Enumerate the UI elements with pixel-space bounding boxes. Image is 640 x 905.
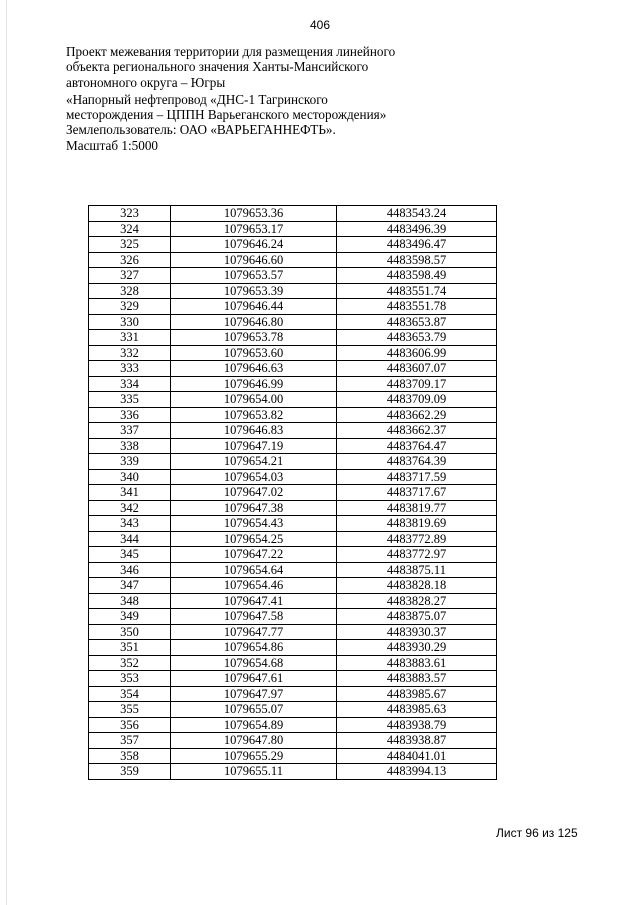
point-number-cell: 352: [89, 655, 171, 671]
y-coordinate-cell: 4483772.97: [337, 547, 497, 563]
x-coordinate-cell: 1079647.22: [171, 547, 337, 563]
x-coordinate-cell: 1079653.57: [171, 268, 337, 284]
x-coordinate-cell: 1079647.41: [171, 593, 337, 609]
table-row: [89, 578, 497, 594]
table-row: [89, 702, 497, 718]
point-number-cell: 351: [89, 640, 171, 656]
x-coordinate-cell: 1079654.89: [171, 717, 337, 733]
table-row: [89, 314, 497, 330]
table-row: [89, 361, 497, 377]
y-coordinate-cell: 4483551.78: [337, 299, 497, 315]
x-coordinate-cell: 1079646.24: [171, 237, 337, 253]
table-row: [89, 717, 497, 733]
table-row: [89, 655, 497, 671]
x-coordinate-cell: 1079647.61: [171, 671, 337, 687]
table-row: [89, 221, 497, 237]
y-coordinate-cell: 4483883.61: [337, 655, 497, 671]
point-number-cell: 348: [89, 593, 171, 609]
y-coordinate-cell: 4483653.79: [337, 330, 497, 346]
point-number-cell: 330: [89, 314, 171, 330]
coordinates-table-body: [89, 206, 497, 780]
scan-edge: [6, 0, 7, 905]
x-coordinate-cell: 1079654.43: [171, 516, 337, 532]
point-number-cell: 329: [89, 299, 171, 315]
x-coordinate-cell: 1079646.63: [171, 361, 337, 377]
point-number-cell: 327: [89, 268, 171, 284]
point-number-cell: 334: [89, 376, 171, 392]
x-coordinate-cell: 1079646.60: [171, 252, 337, 268]
x-coordinate-cell: 1079653.78: [171, 330, 337, 346]
y-coordinate-cell: 4483994.13: [337, 764, 497, 780]
table-row: [89, 748, 497, 764]
point-number-cell: 345: [89, 547, 171, 563]
y-coordinate-cell: 4483717.67: [337, 485, 497, 501]
x-coordinate-cell: 1079654.00: [171, 392, 337, 408]
x-coordinate-cell: 1079655.11: [171, 764, 337, 780]
point-number-cell: 338: [89, 438, 171, 454]
y-coordinate-cell: 4483875.07: [337, 609, 497, 625]
x-coordinate-cell: 1079646.80: [171, 314, 337, 330]
y-coordinate-cell: 4483709.17: [337, 376, 497, 392]
x-coordinate-cell: 1079654.46: [171, 578, 337, 594]
x-coordinate-cell: 1079655.29: [171, 748, 337, 764]
y-coordinate-cell: 4483985.63: [337, 702, 497, 718]
x-coordinate-cell: 1079654.21: [171, 454, 337, 470]
table-row: [89, 438, 497, 454]
point-number-cell: 331: [89, 330, 171, 346]
point-number-cell: 341: [89, 485, 171, 501]
x-coordinate-cell: 1079647.77: [171, 624, 337, 640]
y-coordinate-cell: 4484041.01: [337, 748, 497, 764]
table-row: [89, 454, 497, 470]
y-coordinate-cell: 4483662.37: [337, 423, 497, 439]
project-title: Проект межевания территории для размещения линейного объекта регионального значения Ханты-Мансийского автономного округа – Югры: [66, 44, 396, 90]
table-row: [89, 764, 497, 780]
coordinates-table: [88, 205, 497, 780]
table-row: [89, 733, 497, 749]
x-coordinate-cell: 1079647.97: [171, 686, 337, 702]
y-coordinate-cell: 4483938.87: [337, 733, 497, 749]
point-number-cell: 358: [89, 748, 171, 764]
x-coordinate-cell: 1079646.83: [171, 423, 337, 439]
document-header: [66, 44, 396, 153]
table-row: [89, 376, 497, 392]
y-coordinate-cell: 4483606.99: [337, 345, 497, 361]
point-number-cell: 340: [89, 469, 171, 485]
x-coordinate-cell: 1079646.44: [171, 299, 337, 315]
table-row: [89, 330, 497, 346]
scale-label: Масштаб 1:5000: [66, 137, 159, 153]
y-coordinate-cell: 4483875.11: [337, 562, 497, 578]
x-coordinate-cell: 1079654.03: [171, 469, 337, 485]
table-row: [89, 500, 497, 516]
point-number-cell: 332: [89, 345, 171, 361]
y-coordinate-cell: 4483883.57: [337, 671, 497, 687]
point-number-cell: 355: [89, 702, 171, 718]
x-coordinate-cell: 1079654.25: [171, 531, 337, 547]
y-coordinate-cell: 4483607.07: [337, 361, 497, 377]
point-number-cell: 336: [89, 407, 171, 423]
x-coordinate-cell: 1079654.86: [171, 640, 337, 656]
table-row: [89, 531, 497, 547]
table-row: [89, 407, 497, 423]
table-row: [89, 686, 497, 702]
point-number-cell: 349: [89, 609, 171, 625]
y-coordinate-cell: 4483662.29: [337, 407, 497, 423]
point-number-cell: 346: [89, 562, 171, 578]
table-row: [89, 252, 497, 268]
point-number-cell: 347: [89, 578, 171, 594]
x-coordinate-cell: 1079647.58: [171, 609, 337, 625]
table-row: [89, 516, 497, 532]
point-number-cell: 324: [89, 221, 171, 237]
y-coordinate-cell: 4483598.57: [337, 252, 497, 268]
y-coordinate-cell: 4483496.47: [337, 237, 497, 253]
point-number-cell: 342: [89, 500, 171, 516]
point-number-cell: 350: [89, 624, 171, 640]
pipeline-name: «Напорный нефтепровод «ДНС-1 Тагринского месторождения – ЦППН Варьеганского месторождения»: [66, 91, 387, 123]
x-coordinate-cell: 1079647.02: [171, 485, 337, 501]
y-coordinate-cell: 4483598.49: [337, 268, 497, 284]
table-row: [89, 640, 497, 656]
x-coordinate-cell: 1079646.99: [171, 376, 337, 392]
point-number-cell: 323: [89, 206, 171, 222]
table-row: [89, 593, 497, 609]
y-coordinate-cell: 4483653.87: [337, 314, 497, 330]
y-coordinate-cell: 4483543.24: [337, 206, 497, 222]
x-coordinate-cell: 1079647.19: [171, 438, 337, 454]
point-number-cell: 339: [89, 454, 171, 470]
point-number-cell: 335: [89, 392, 171, 408]
x-coordinate-cell: 1079653.39: [171, 283, 337, 299]
x-coordinate-cell: 1079654.64: [171, 562, 337, 578]
point-number-cell: 328: [89, 283, 171, 299]
x-coordinate-cell: 1079653.60: [171, 345, 337, 361]
table-row: [89, 392, 497, 408]
table-row: [89, 299, 497, 315]
table-row: [89, 469, 497, 485]
page-number: 406: [309, 18, 331, 32]
table-row: [89, 283, 497, 299]
x-coordinate-cell: 1079653.36: [171, 206, 337, 222]
point-number-cell: 359: [89, 764, 171, 780]
y-coordinate-cell: 4483496.39: [337, 221, 497, 237]
y-coordinate-cell: 4483819.77: [337, 500, 497, 516]
table-row: [89, 206, 497, 222]
table-row: [89, 268, 497, 284]
point-number-cell: 333: [89, 361, 171, 377]
x-coordinate-cell: 1079647.38: [171, 500, 337, 516]
point-number-cell: 354: [89, 686, 171, 702]
table-row: [89, 609, 497, 625]
y-coordinate-cell: 4483930.37: [337, 624, 497, 640]
y-coordinate-cell: 4483772.89: [337, 531, 497, 547]
table-row: [89, 624, 497, 640]
y-coordinate-cell: 4483709.09: [337, 392, 497, 408]
y-coordinate-cell: 4483764.39: [337, 454, 497, 470]
point-number-cell: 344: [89, 531, 171, 547]
y-coordinate-cell: 4483828.18: [337, 578, 497, 594]
point-number-cell: 356: [89, 717, 171, 733]
land-user: Землепользователь: ОАО «ВАРЬЕГАННЕФТЬ».: [66, 122, 336, 138]
sheet-counter: Лист 96 из 125: [496, 826, 578, 840]
point-number-cell: 357: [89, 733, 171, 749]
table-row: [89, 562, 497, 578]
table-row: [89, 237, 497, 253]
point-number-cell: 325: [89, 237, 171, 253]
x-coordinate-cell: 1079653.17: [171, 221, 337, 237]
point-number-cell: 343: [89, 516, 171, 532]
x-coordinate-cell: 1079653.82: [171, 407, 337, 423]
y-coordinate-cell: 4483985.67: [337, 686, 497, 702]
table-row: [89, 547, 497, 563]
y-coordinate-cell: 4483717.59: [337, 469, 497, 485]
point-number-cell: 353: [89, 671, 171, 687]
y-coordinate-cell: 4483764.47: [337, 438, 497, 454]
y-coordinate-cell: 4483938.79: [337, 717, 497, 733]
point-number-cell: 326: [89, 252, 171, 268]
y-coordinate-cell: 4483551.74: [337, 283, 497, 299]
table-row: [89, 423, 497, 439]
x-coordinate-cell: 1079655.07: [171, 702, 337, 718]
x-coordinate-cell: 1079654.68: [171, 655, 337, 671]
table-row: [89, 345, 497, 361]
point-number-cell: 337: [89, 423, 171, 439]
x-coordinate-cell: 1079647.80: [171, 733, 337, 749]
table-row: [89, 485, 497, 501]
y-coordinate-cell: 4483930.29: [337, 640, 497, 656]
y-coordinate-cell: 4483828.27: [337, 593, 497, 609]
y-coordinate-cell: 4483819.69: [337, 516, 497, 532]
table-row: [89, 671, 497, 687]
